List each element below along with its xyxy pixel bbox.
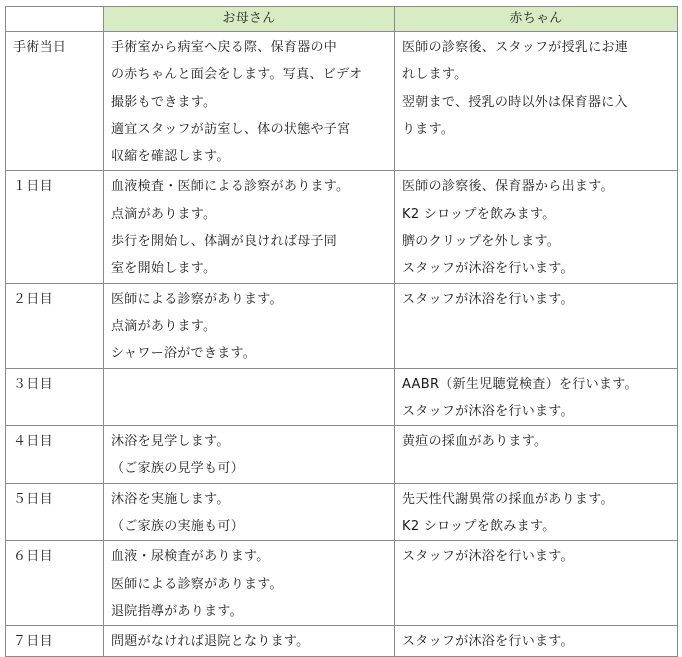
baby-cell: [395, 283, 678, 368]
mother-cell: [104, 626, 395, 656]
baby-text-line: AABR（新生児聴覚検査）を行います。: [402, 376, 638, 392]
mother-cell: [104, 32, 395, 171]
header-mother: お母さん: [104, 7, 395, 32]
day-cell: [6, 32, 104, 171]
mother-text-line: 点滴があります。: [111, 318, 217, 334]
table-row: [6, 541, 678, 626]
day-cell: [6, 283, 104, 368]
baby-text-line: ります。: [402, 121, 455, 137]
baby-text-line: 臍のクリップを外します。: [402, 234, 561, 250]
day-label: ６日目: [13, 549, 53, 565]
baby-text-line: 医師の診察後、保育器から出ます。: [402, 179, 614, 195]
baby-text-line: 医師の診察後、スタッフが授乳にお連: [402, 40, 629, 55]
baby-text-line: れします。: [402, 67, 468, 83]
baby-text-line: スタッフが沐浴を行います。: [402, 403, 574, 419]
baby-cell: [395, 32, 678, 171]
mother-text-line: 退院指導があります。: [111, 603, 243, 619]
baby-cell: [395, 483, 678, 541]
mother-text-line: 血液検査・医師による診察があります。: [111, 179, 350, 195]
mother-text-line: 沐浴を見学します。: [111, 434, 230, 450]
table-row: [6, 426, 678, 484]
day-label: 手術当日: [13, 40, 67, 55]
header-baby: 赤ちゃん: [395, 7, 678, 32]
mother-text-line: （ご家族の見学も可）: [111, 461, 245, 477]
mother-cell: [104, 541, 395, 626]
baby-text-line: スタッフが沐浴を行います。: [402, 549, 574, 565]
day-label: １日目: [13, 179, 53, 195]
baby-text-line: K2 シロップを飲みます。: [402, 206, 556, 222]
mother-text-line: 医師による診察があります。: [111, 576, 283, 592]
day-label: ２日目: [13, 291, 53, 307]
mother-text-line: 血液・尿検査があります。: [111, 549, 270, 565]
mother-text-line: 医師による診察があります。: [111, 291, 283, 307]
mother-text-line: 歩行を開始し、体調が良ければ母子同: [111, 234, 338, 250]
mother-cell: [104, 426, 395, 484]
baby-text-line: 黄疸の採血があります。: [402, 434, 548, 450]
mother-cell: [104, 368, 395, 426]
day-label: ７日目: [13, 634, 53, 650]
mother-text-line: 点滴があります。: [111, 206, 217, 222]
baby-cell: [395, 541, 678, 626]
table-row: [6, 368, 678, 426]
table-row: [6, 483, 678, 541]
header-day: [6, 7, 104, 32]
day-label: ４日目: [13, 434, 53, 450]
baby-text-line: 翌朝まで、授乳の時以外は保育器に入: [402, 94, 628, 110]
baby-cell: [395, 368, 678, 426]
table-header: [6, 7, 678, 32]
mother-cell: [104, 171, 395, 283]
mother-text-line: の赤ちゃんと面会をします。写真、ビデオ: [111, 67, 363, 83]
mother-text-line: 収縮を確認します。: [111, 149, 230, 165]
table-row: [6, 626, 678, 656]
baby-cell: [395, 171, 678, 283]
mother-text-line: 沐浴を実施します。: [111, 491, 230, 507]
baby-cell: [395, 426, 678, 484]
baby-text-line: 先天性代謝異常の採血があります。: [402, 491, 614, 507]
header-row: [6, 7, 678, 32]
mother-text-line: 手術室から病室へ戻る際、保育器の中: [111, 40, 338, 55]
mother-text-line: 撮影もできます。: [111, 94, 217, 110]
table-body: [6, 32, 678, 657]
mother-text-line: 問題がなければ退院となります。: [111, 634, 310, 650]
day-label: ３日目: [13, 376, 53, 392]
baby-cell: [395, 626, 678, 656]
day-cell: [6, 368, 104, 426]
table-row: [6, 171, 678, 283]
table-row: [6, 32, 678, 171]
day-cell: [6, 426, 104, 484]
day-label: ５日目: [13, 491, 53, 507]
mother-text-line: シャワー浴ができます。: [111, 346, 257, 362]
day-cell: [6, 171, 104, 283]
mother-cell: [104, 283, 395, 368]
baby-text-line: スタッフが沐浴を行います。: [402, 634, 574, 650]
mother-text-line: 室を開始します。: [111, 261, 217, 277]
table-row: [6, 283, 678, 368]
mother-cell: [104, 483, 395, 541]
day-cell: [6, 541, 104, 626]
day-cell: [6, 483, 104, 541]
day-cell: [6, 626, 104, 656]
baby-text-line: スタッフが沐浴を行います。: [402, 261, 574, 277]
mother-text-line: 適宜スタッフが訪室し、体の状態や子宮: [111, 121, 351, 137]
baby-text-line: スタッフが沐浴を行います。: [402, 291, 574, 307]
mother-text-line: （ご家族の実施も可）: [111, 519, 245, 535]
baby-text-line: K2 シロップを飲みます。: [402, 519, 556, 535]
schedule-table: [5, 6, 678, 657]
